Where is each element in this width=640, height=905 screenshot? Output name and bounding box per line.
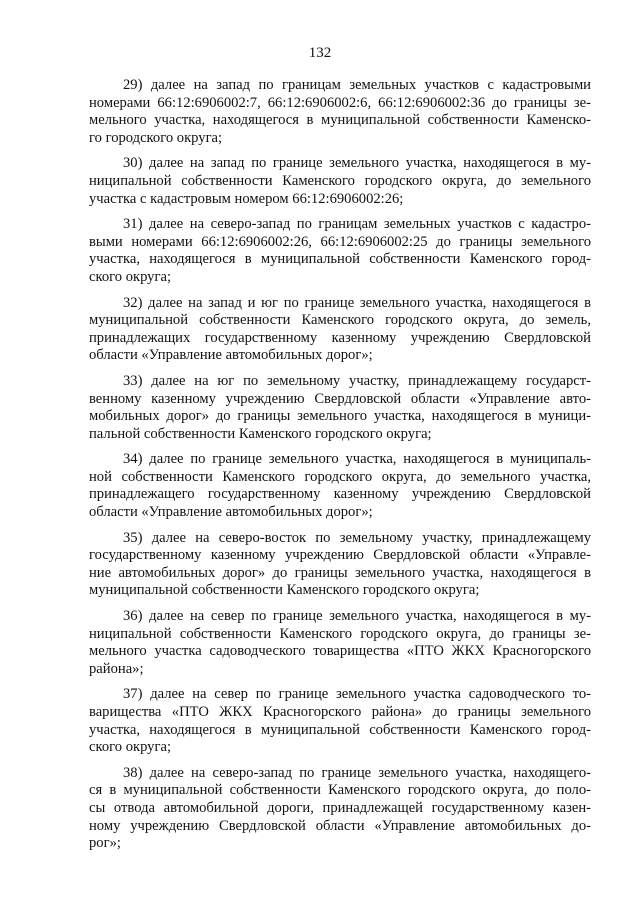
document-body	[89, 77, 591, 861]
text-line: ниципальной собственности Каменского городского округа, до границы зе-	[89, 625, 591, 642]
paragraph	[89, 216, 591, 286]
text-line: ского округа;	[89, 739, 171, 756]
text-line: участка с кадастровым номером 66:12:6906002:26;	[89, 190, 404, 207]
text-line: 34) далее по границе земельного участка, находящегося в муниципаль-	[123, 451, 591, 468]
text-line: выми номерами 66:12:6906002:26, 66:12:6906002:25 до границы земельного	[89, 233, 591, 250]
text-line: го городского округа;	[89, 129, 223, 146]
text-line: 33) далее на юг по земельному участку, принадлежащему государст-	[123, 372, 591, 389]
text-line: номерами 66:12:6906002:7, 66:12:6906002:6, 66:12:6906002:36 до границы зе-	[89, 94, 591, 111]
text-line: 31) далее на северо-запад по границам земельных участков с кадастро-	[123, 216, 591, 233]
paragraph	[89, 373, 591, 443]
text-line: 36) далее на север по границе земельного участка, находящегося в му-	[123, 608, 591, 625]
paragraph	[89, 295, 591, 365]
text-line: 37) далее на север по границе земельного участка садоводческого то-	[123, 686, 591, 703]
text-line: принадлежащих государственному казенному учреждению Свердловской	[89, 329, 591, 346]
text-line: ние автомобильных дорог» до границы земельного участка, находящегося в	[89, 564, 591, 581]
text-line: мельного участка, находящегося в муниципальной собственности Каменско-	[89, 112, 591, 129]
paragraph	[89, 765, 591, 853]
paragraph	[89, 530, 591, 600]
text-line: участка, находящегося в муниципальной собственности Каменского город-	[89, 251, 591, 268]
text-line: участка, находящегося в муниципальной собственности Каменского город-	[89, 721, 591, 738]
text-line: 30) далее на запад по границе земельного участка, находящегося в му-	[123, 155, 591, 172]
text-line: муниципальной собственности Каменского городского округа, до земель,	[89, 312, 591, 329]
paragraph	[89, 451, 591, 521]
text-line: области «Управление автомобильных дорог»;	[89, 347, 373, 364]
paragraph	[89, 608, 591, 678]
text-line: ному учреждению Свердловской области «Управление автомобильных до-	[89, 817, 591, 834]
text-line: 35) далее на северо-восток по земельному участку, принадлежащему	[123, 529, 591, 546]
text-line: пальной собственности Каменского городского округа;	[89, 425, 432, 442]
text-line: мобильных дорог» до границы земельного участка, находящегося в муници-	[89, 408, 591, 425]
text-line: ной собственности Каменского городского округа, до земельного участка,	[89, 468, 591, 485]
text-line: 32) далее на запад и юг по границе земельного участка, находящегося в	[123, 294, 591, 311]
text-line: принадлежащего государственному казенному учреждению Свердловской	[89, 486, 591, 503]
text-line: муниципальной собственности Каменского городского округа;	[89, 582, 480, 599]
text-line: ся в муниципальной собственности Каменского городского округа, до поло-	[89, 782, 591, 799]
text-line: венному казенному учреждению Свердловской области «Управление авто-	[89, 390, 591, 407]
paragraph	[89, 77, 591, 147]
text-line: мельного участка садоводческого товарищества «ПТО ЖКХ Красногорского	[89, 643, 591, 660]
text-line: ского округа;	[89, 268, 171, 285]
text-line: 29) далее на запад по границам земельных участков с кадастровыми	[123, 77, 591, 93]
text-line: варищества «ПТО ЖКХ Красногорского района» до границы земельного	[89, 704, 591, 720]
text-line: района»;	[89, 660, 144, 677]
page-number: 132	[308, 45, 332, 61]
text-line: государственному казенному учреждению Свердловской области «Управле-	[89, 547, 591, 564]
text-line: сы отвода автомобильной дороги, принадлежащей государственному казен-	[89, 799, 591, 816]
paragraph	[89, 686, 591, 756]
paragraph	[89, 155, 591, 208]
text-line: рог»;	[89, 835, 121, 852]
text-line: области «Управление автомобильных дорог»;	[89, 504, 373, 521]
text-line: 38) далее на северо-запад по границе земельного участка, находящего-	[123, 764, 591, 781]
text-line: ниципальной собственности Каменского городского округа, до земельного	[89, 172, 591, 189]
